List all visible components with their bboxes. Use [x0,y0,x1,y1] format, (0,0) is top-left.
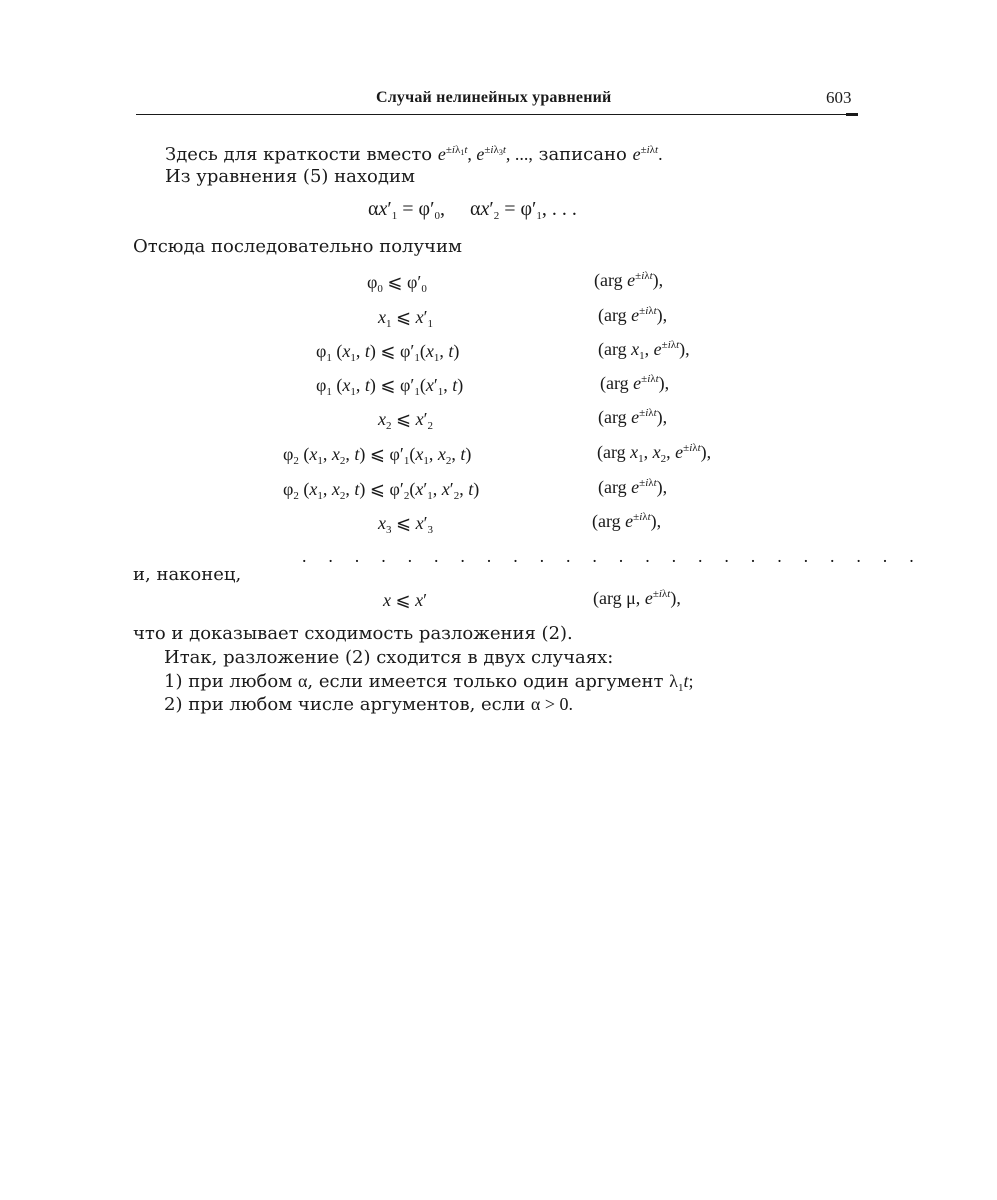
conclusion-lead: и, наконец, [133,564,242,585]
intro-line-1 [165,145,663,164]
intro-line-1-result: $e^{\pm i\lambda t}$. [632,144,663,164]
intro-line-1-exponents: $e^{\pm i\lambda_1t}$, $e^{\pm i\lambda_3t}$, ..., [437,144,533,164]
inequality-2-arg: (arg $e^{\pm i\lambda t}$), [598,305,668,325]
intro-line-2: Из уравнения (5) находим [165,166,415,187]
inequality-6: $\varphi_2$ ($x_1$, $x_2$, t) ⩽ $\varphi'_1(x_1$, $x_2$, t) [283,444,472,467]
inequality-7-arg: (arg $e^{\pm i\lambda t}$), [598,477,668,497]
intro-line-3: Отсюда последовательно получим [133,236,462,257]
header-rule-end [846,113,858,116]
conclusion-line-4-prefix: 2) при любом числе аргументов, если [164,694,526,715]
final-inequality-arg: (arg μ, $e^{\pm i\lambda t}$), [593,588,681,608]
equation-alpha-x: $\alpha x'_1 = \varphi'_0$, $\alpha x'_2 = \varphi'_1$, . . . [368,198,577,222]
page-number: 603 [826,88,852,107]
conclusion-line-3-prefix: 1) при любом [164,671,293,692]
lambda-t-expression: $\lambda_1t$; [669,671,694,694]
inequality-6-arg: (arg $x_1$, $x_2$, $e^{\pm i\lambda t}$), [597,442,712,465]
inequality-8-arg: (arg $e^{\pm i\lambda t}$), [592,511,662,531]
conclusion-line-3 [164,671,694,694]
inequality-5-arg: (arg $e^{\pm i\lambda t}$), [598,407,668,427]
intro-line-1-prefix: Здесь для краткости вместо [165,144,433,165]
inequality-7: $\varphi_2$ ($x_1$, $x_2$, t) ⩽ $\varphi'_2(x'_1$, $x'_2$, t) [283,479,480,502]
inequality-1-arg: (arg $e^{\pm i\lambda t}$), [594,270,664,290]
conclusion-line-1: что и доказывает сходимость разложения (2). [133,623,573,644]
inequality-1: $\varphi_0$ ⩽ $\varphi'_0$ [367,272,427,295]
conclusion-line-2: Итак, разложение (2) сходится в двух случаях: [164,647,614,668]
conclusion-line-4 [164,695,573,714]
intro-line-1-mid: записано [538,144,627,165]
inequality-3: $\varphi_1$ ($x_1$, t) ⩽ $\varphi'_1(x_1$, t) [316,341,460,364]
conclusion-line-3-mid: , если имеется только один аргумент [307,671,664,692]
continuation-dots: . . . . . . . . . . . . . . . . . . . . . . . . [302,546,923,566]
header-rule [136,114,858,115]
running-head-title: Случай нелинейных уравнений [376,89,612,106]
inequality-5: $x_2$ ⩽ $x'_2$ [378,409,434,432]
alpha-symbol: α [297,671,308,691]
inequality-8: $x_3$ ⩽ $x'_3$ [378,513,434,536]
inequality-2: $x_1$ ⩽ $x'_1$ [378,307,434,330]
inequality-3-arg: (arg $x_1$, $e^{\pm i\lambda t}$), [598,339,690,362]
inequality-4: $\varphi_1$ ($x_1$, t) ⩽ $\varphi'_1(x'_1$, t) [316,375,464,398]
inequality-4-arg: (arg $e^{\pm i\lambda t}$), [600,373,670,393]
final-inequality: x ⩽ x′ [383,590,428,610]
alpha-positive-condition: α > 0. [530,694,574,714]
